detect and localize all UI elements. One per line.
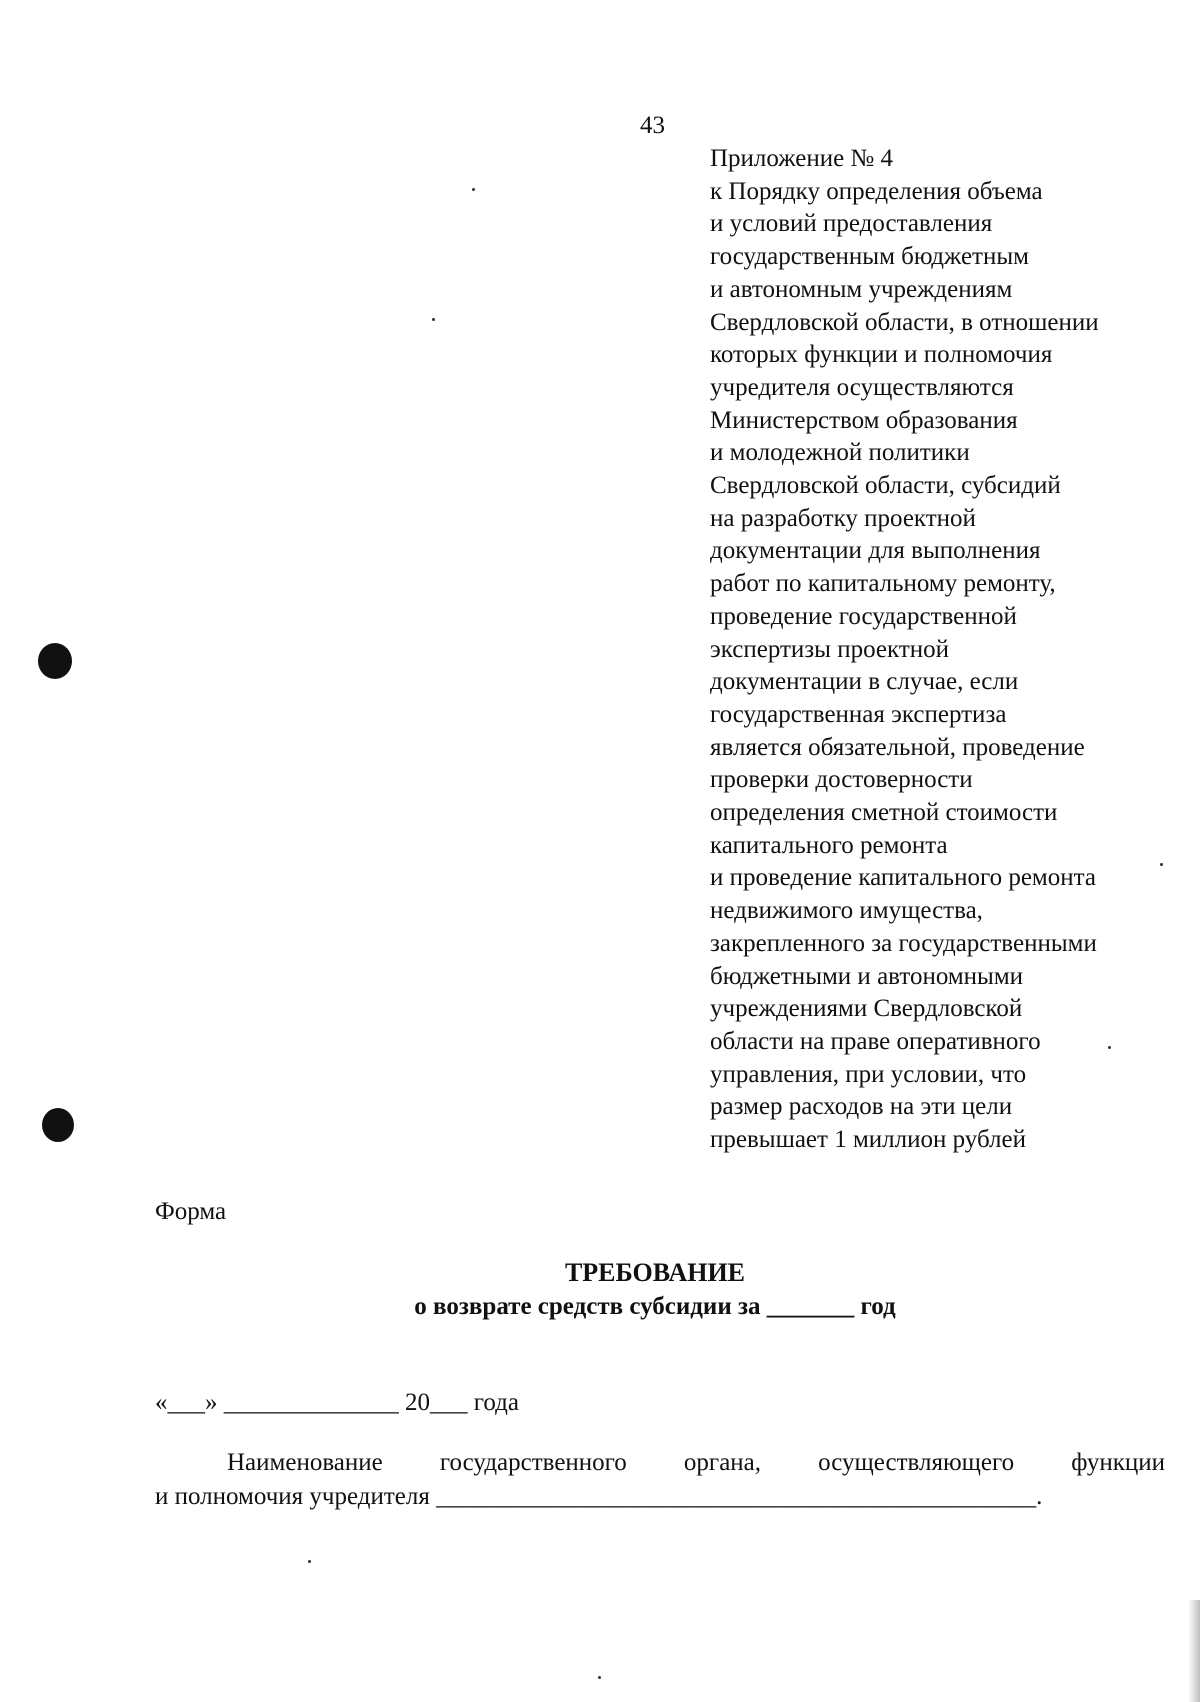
scan-speck: [1160, 863, 1163, 866]
appendix-line: на разработку проектной: [710, 504, 976, 532]
appendix-title: Приложение № 4: [710, 145, 894, 172]
appendix-text: [710, 176, 1180, 1157]
appendix-line: Министерством образования: [710, 406, 1018, 434]
scan-speck: [598, 1676, 601, 1679]
appendix-line: государственная экспертиза: [710, 700, 1007, 728]
appendix-line: государственным бюджетным: [710, 243, 1029, 271]
appendix-line: к Порядку определения объема: [710, 177, 1043, 205]
appendix-line: определения сметной стоимости: [710, 799, 1058, 827]
appendix-line: бюджетными и автономными: [710, 962, 1024, 990]
appendix-line: учредителя осуществляются: [710, 373, 1014, 401]
appendix-line: учреждениями Свердловской: [710, 995, 1023, 1023]
date-line: «___» ______________ 20___ года: [155, 1389, 519, 1416]
appendix-line: которых функции и полномочия: [710, 341, 1053, 369]
appendix-line: управления, при условии, что: [710, 1060, 1027, 1088]
appendix-line: проверки достоверности: [710, 766, 973, 794]
appendix-line: закрепленного за государственными: [710, 929, 1097, 957]
paragraph-line: Наименование государственного органа, осуществляющего функции: [227, 1449, 1165, 1476]
appendix-line: и молодежной политики: [710, 439, 970, 467]
appendix-line: капитального ремонта: [710, 831, 948, 859]
appendix-line: области на праве оперативного: [710, 1027, 1041, 1055]
appendix-line: и проведение капитального ремонта: [710, 864, 1096, 892]
scan-speck: [472, 188, 475, 191]
punch-hole-mark: [38, 643, 72, 679]
body-paragraph: [155, 1446, 1165, 1514]
appendix-line: недвижимого имущества,: [710, 897, 983, 925]
appendix-line: документации в случае, если: [710, 668, 1019, 696]
scan-edge-shadow: [1188, 1600, 1200, 1702]
document-subtitle: о возврате средств субсидии за _______ год: [414, 1293, 896, 1320]
appendix-line: превышает 1 миллион рублей: [710, 1126, 1026, 1154]
appendix-line: работ по капитальному ремонту,: [710, 570, 1056, 598]
appendix-line: Свердловской области, в отношении: [710, 308, 1099, 336]
appendix-block: [710, 143, 1180, 1157]
appendix-line: и автономным учреждениям: [710, 275, 1013, 303]
appendix-line: и условий предоставления: [710, 210, 993, 238]
scan-speck: [432, 318, 435, 321]
appendix-line: экспертизы проектной: [710, 635, 950, 663]
form-label: Форма: [155, 1198, 227, 1225]
appendix-line: является обязательной, проведение: [710, 733, 1085, 761]
punch-hole-mark: [42, 1108, 74, 1142]
paragraph-line: и полномочия учредителя ________________________________________________.: [155, 1483, 1043, 1510]
appendix-line: Свердловской области, субсидий: [710, 472, 1061, 500]
scan-speck: [308, 1560, 311, 1563]
appendix-line: размер расходов на эти цели: [710, 1093, 1013, 1121]
appendix-line: проведение государственной: [710, 602, 1017, 630]
document-title: ТРЕБОВАНИЕ: [564, 1258, 746, 1287]
page-number: 43: [640, 112, 665, 139]
scan-speck: [1108, 1046, 1111, 1049]
appendix-line: документации для выполнения: [710, 537, 1041, 565]
